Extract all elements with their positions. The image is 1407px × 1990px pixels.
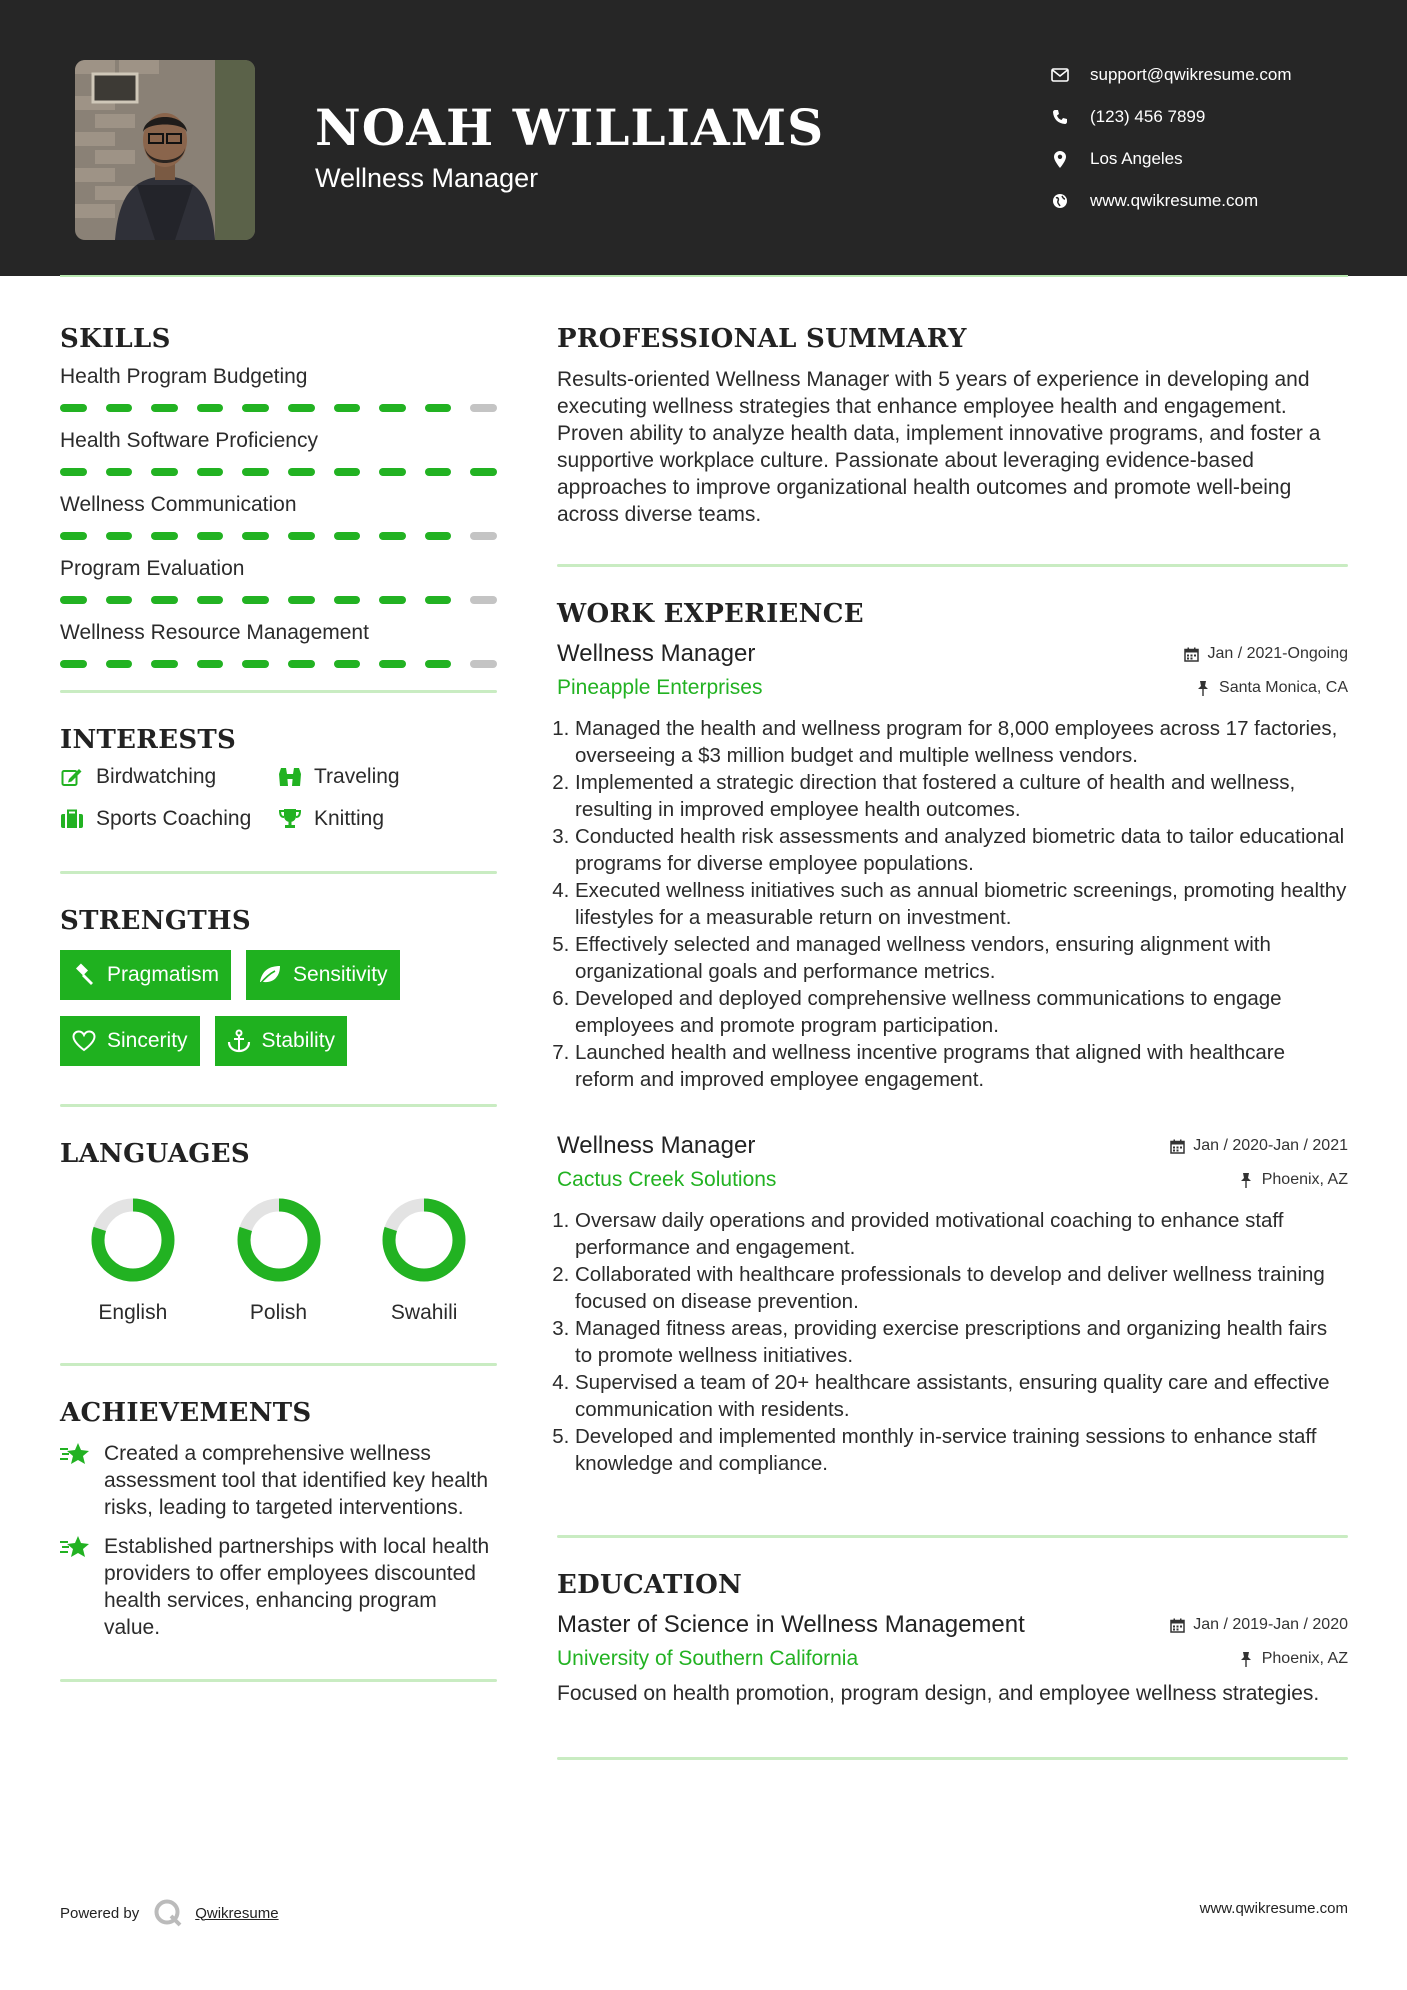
languages-heading: LANGUAGES [60, 1139, 250, 1169]
strengths-list [60, 950, 497, 1066]
skill-dot-filled [106, 660, 133, 668]
contact-phone[interactable] [1048, 96, 1292, 138]
achievement-item [60, 1440, 497, 1521]
skill-dot-filled [242, 532, 269, 540]
skill-dot-filled [425, 532, 452, 540]
achievements-section [60, 1394, 497, 1641]
achievement-text: Established partnerships with local health providers to offer employees discounted health services, enhancing program value. [104, 1535, 490, 1639]
contact-email[interactable] [1048, 54, 1292, 96]
interest-item [60, 807, 278, 831]
skill-dot-filled [60, 532, 87, 540]
language-name: Polish [249, 1301, 308, 1324]
skill-dot-filled [379, 660, 406, 668]
qwikresume-logo-icon [153, 1898, 183, 1928]
education-date [1169, 1616, 1348, 1634]
section-divider [60, 1104, 497, 1107]
education-date-text: Jan / 2019-Jan / 2020 [1193, 1616, 1348, 1633]
pushpin-icon [1195, 680, 1211, 696]
profile-photo [75, 60, 255, 240]
skill-dot-filled [151, 532, 178, 540]
job-bullet: 2. Collaborated with healthcare professionals to develop and deliver wellness training focused on disease prevention. [575, 1261, 1348, 1315]
job-bullet: 6. Developed and deployed comprehensive wellness communications to engage employees and promote program participation. [575, 985, 1348, 1039]
job-bullet: 4. Supervised a team of 20+ healthcare assistants, ensuring quality care and effective communication with residents. [575, 1369, 1348, 1423]
skills-list [60, 362, 497, 668]
language-item [351, 1197, 497, 1325]
heart-icon [71, 1028, 97, 1054]
footer-powered-by [60, 1898, 279, 1928]
job-bullet: 5. Effectively selected and managed wellness vendors, ensuring alignment with organizational goals and performance metrics. [575, 931, 1348, 985]
language-name: English [98, 1301, 168, 1324]
pushpin-icon [1238, 1172, 1254, 1188]
skill-dot-filled [60, 596, 87, 604]
strength-label: Pragmatism [107, 963, 220, 986]
skill-level-bar [60, 660, 497, 668]
skill-dot-filled [151, 660, 178, 668]
powered-by-label: Powered by [60, 1904, 140, 1922]
job-bullet: 4. Executed wellness initiatives such as annual biometric screenings, promoting healthy lifestyles for a measurable return on investment. [575, 877, 1348, 931]
globe-icon [1048, 191, 1072, 211]
job-location [1238, 1171, 1348, 1189]
skill-dot-filled [106, 404, 133, 412]
summary-section [557, 320, 1348, 528]
strengths-section [60, 902, 497, 1066]
skill-dot-filled [288, 468, 315, 476]
candidate-title: Wellness Manager [315, 163, 539, 193]
language-proficiency-ring [381, 1197, 467, 1283]
skill-dot-filled [425, 596, 452, 604]
skill-dot-filled [242, 660, 269, 668]
gavel-icon [71, 962, 97, 988]
skill-dot-filled [334, 468, 361, 476]
skill-dot-filled [425, 660, 452, 668]
job-bullet: 3. Managed fitness areas, providing exercise prescriptions and organizing health fairs to promote wellness initiatives. [575, 1315, 1348, 1369]
education-heading: EDUCATION [557, 1570, 743, 1600]
briefcase-icon [60, 807, 84, 831]
skill-dot-filled [288, 532, 315, 540]
interests-heading: INTERESTS [60, 725, 237, 755]
skill-dot-filled [334, 404, 361, 412]
skill-name: Wellness Communication [60, 493, 297, 516]
skill-dot-filled [197, 596, 224, 604]
language-name: Swahili [390, 1301, 458, 1324]
degree-title: Master of Science in Wellness Management [557, 1611, 1025, 1638]
strength-label: Stability [261, 1029, 336, 1052]
section-divider [60, 871, 497, 874]
section-divider [557, 564, 1348, 567]
pencil-square-icon [60, 765, 84, 789]
job-bullet: 5. Developed and implemented monthly in-service training sessions to enhance staff knowledge and compliance. [575, 1423, 1348, 1477]
strength-badge [60, 950, 231, 1000]
skill-dot-filled [60, 468, 87, 476]
skill-dot-empty [470, 660, 497, 668]
interests-list [60, 765, 497, 831]
skills-heading: SKILLS [60, 324, 171, 354]
skill-level-bar [60, 404, 497, 412]
leaf-icon [257, 962, 283, 988]
skills-section [60, 320, 497, 668]
section-divider [60, 1679, 497, 1682]
skill-dot-filled [288, 404, 315, 412]
skill-dot-filled [106, 532, 133, 540]
achievement-item [60, 1533, 497, 1641]
skill-dot-filled [425, 404, 452, 412]
skill-dot-filled [242, 468, 269, 476]
job-bullet: 7. Launched health and wellness incentive programs that aligned with healthcare reform and improved employee engagement. [575, 1039, 1348, 1093]
header-divider [60, 275, 1348, 277]
education-section [557, 1566, 1348, 1707]
skill-dot-empty [470, 596, 497, 604]
summary-text: Results-oriented Wellness Manager with 5 years of experience in developing and executing wellness strategies that enhance employee health and engagement. Proven ability to analyze health data, implement innovative programs, and foster a supportive workplace culture. Passionate about leveraging evidence-based approaches to improve organizational health outcomes and promote well-being across diverse teams. [557, 368, 1321, 526]
skill-dot-filled [197, 660, 224, 668]
job-location [1195, 679, 1348, 697]
language-proficiency-ring [90, 1197, 176, 1283]
trophy-icon [278, 807, 302, 831]
skill-dot-filled [288, 660, 315, 668]
job-bullet: 1. Oversaw daily operations and provided motivational coaching to enhance staff performance and engagement. [575, 1207, 1348, 1261]
contact-website[interactable] [1048, 180, 1292, 222]
job-entry [557, 1129, 1348, 1477]
contact-email-text: support@qwikresume.com [1090, 65, 1292, 84]
skill-dot-filled [379, 404, 406, 412]
achievements-heading: ACHIEVEMENTS [60, 1398, 312, 1428]
skill-name: Health Program Budgeting [60, 365, 308, 388]
skill-dot-filled [151, 596, 178, 604]
interest-item [278, 807, 478, 831]
skill-dot-filled [197, 404, 224, 412]
skill-dot-filled [106, 468, 133, 476]
section-divider [557, 1757, 1348, 1760]
language-item [206, 1197, 352, 1325]
strength-badge [60, 1016, 200, 1066]
job-location-text: Phoenix, AZ [1261, 1171, 1348, 1188]
map-pin-icon [1048, 149, 1072, 169]
anchor-icon [226, 1028, 252, 1054]
achievement-text: Created a comprehensive wellness assessment tool that identified key health risks, leading to targeted interventions. [104, 1442, 489, 1519]
section-divider [60, 1363, 497, 1366]
education-location-text: Phoenix, AZ [1261, 1650, 1348, 1667]
interest-label: Traveling [314, 765, 400, 788]
job-title: Wellness Manager [557, 640, 756, 667]
contact-phone-text: (123) 456 7899 [1090, 107, 1206, 126]
skill-dot-filled [334, 596, 361, 604]
job-bullet: 3. Conducted health risk assessments and analyzed biometric data to tailor educational programs for diverse employee populations. [575, 823, 1348, 877]
strength-badge [215, 1016, 348, 1066]
strength-badge [246, 950, 400, 1000]
skill-dot-filled [379, 532, 406, 540]
job-bullet: 2. Implemented a strategic direction that fostered a culture of health and wellness, resulting in improved employee health outcomes. [575, 769, 1348, 823]
skill-dot-empty [470, 532, 497, 540]
strengths-heading: STRENGTHS [60, 906, 251, 936]
skill-level-bar [60, 468, 497, 476]
strength-label: Sincerity [107, 1029, 188, 1052]
job-location-text: Santa Monica, CA [1219, 679, 1348, 696]
section-divider [60, 690, 497, 693]
skill-dot-filled [197, 468, 224, 476]
language-item [60, 1197, 206, 1325]
skill-dot-filled [242, 404, 269, 412]
skill-dot-filled [334, 660, 361, 668]
calendar-icon [1183, 646, 1199, 662]
calendar-icon [1169, 1617, 1185, 1633]
contact-location-text: Los Angeles [1090, 149, 1183, 168]
interest-item [60, 765, 278, 789]
job-date-text: Jan / 2021-Ongoing [1207, 645, 1348, 662]
skill-dot-filled [60, 660, 87, 668]
left-column [60, 320, 497, 1682]
job-bullets [557, 1207, 1348, 1477]
calendar-icon [1169, 1138, 1185, 1154]
job-title: Wellness Manager [557, 1132, 756, 1159]
skill-dot-filled [334, 532, 361, 540]
job-bullet: 1. Managed the health and wellness program for 8,000 employees across 17 factories, overseeing a $3 million budget and multiple wellness vendors. [575, 715, 1348, 769]
skill-dot-empty [470, 404, 497, 412]
company-name: Pineapple Enterprises [557, 676, 763, 699]
contact-location [1048, 138, 1292, 180]
experience-section [557, 595, 1348, 1477]
language-proficiency-ring [236, 1197, 322, 1283]
footer-website[interactable]: www.qwikresume.com [1199, 1900, 1348, 1917]
skill-name: Wellness Resource Management [60, 621, 369, 644]
skill-dot-filled [425, 468, 452, 476]
qwikresume-link[interactable]: Qwikresume [195, 1904, 279, 1922]
skill-dot-filled [197, 532, 224, 540]
skill-dot-filled [151, 404, 178, 412]
candidate-name: NOAH WILLIAMS [315, 98, 825, 157]
company-name: Cactus Creek Solutions [557, 1168, 777, 1191]
contact-website-text: www.qwikresume.com [1090, 191, 1259, 210]
skill-level-bar [60, 532, 497, 540]
star-icon [60, 1533, 90, 1561]
skill-dot-filled [379, 596, 406, 604]
interest-item [278, 765, 478, 789]
section-divider [557, 1535, 1348, 1538]
phone-icon [1048, 107, 1072, 127]
skill-name: Program Evaluation [60, 557, 245, 580]
job-bullets [557, 715, 1348, 1093]
education-location [1238, 1650, 1348, 1668]
skill-dot-filled [106, 596, 133, 604]
interest-label: Sports Coaching [96, 807, 252, 830]
pushpin-icon [1238, 1651, 1254, 1667]
interest-label: Birdwatching [96, 765, 217, 788]
binoculars-icon [278, 765, 302, 789]
experience-heading: WORK EXPERIENCE [557, 599, 864, 629]
star-icon [60, 1440, 90, 1468]
skill-dot-filled [151, 468, 178, 476]
job-date-text: Jan / 2020-Jan / 2021 [1193, 1137, 1348, 1154]
languages-list [60, 1197, 497, 1325]
education-description: Focused on health promotion, program design, and employee wellness strategies. [557, 1682, 1320, 1705]
summary-heading: PROFESSIONAL SUMMARY [557, 324, 967, 354]
job-date [1183, 645, 1348, 663]
interest-label: Knitting [314, 807, 385, 830]
skill-dot-filled [60, 404, 87, 412]
skill-dot-filled [242, 596, 269, 604]
contact-list [1048, 54, 1292, 222]
skill-dot-filled [288, 596, 315, 604]
languages-section [60, 1135, 497, 1325]
resume-header [0, 0, 1407, 276]
skill-level-bar [60, 596, 497, 604]
job-date [1169, 1137, 1348, 1155]
job-entry [557, 637, 1348, 1093]
skill-dot-filled [470, 468, 497, 476]
right-column [557, 320, 1348, 1760]
envelope-icon [1048, 65, 1072, 85]
strength-label: Sensitivity [293, 963, 388, 986]
school-name: University of Southern California [557, 1647, 859, 1670]
interests-section [60, 721, 497, 831]
skill-dot-filled [379, 468, 406, 476]
skill-name: Health Software Proficiency [60, 429, 318, 452]
